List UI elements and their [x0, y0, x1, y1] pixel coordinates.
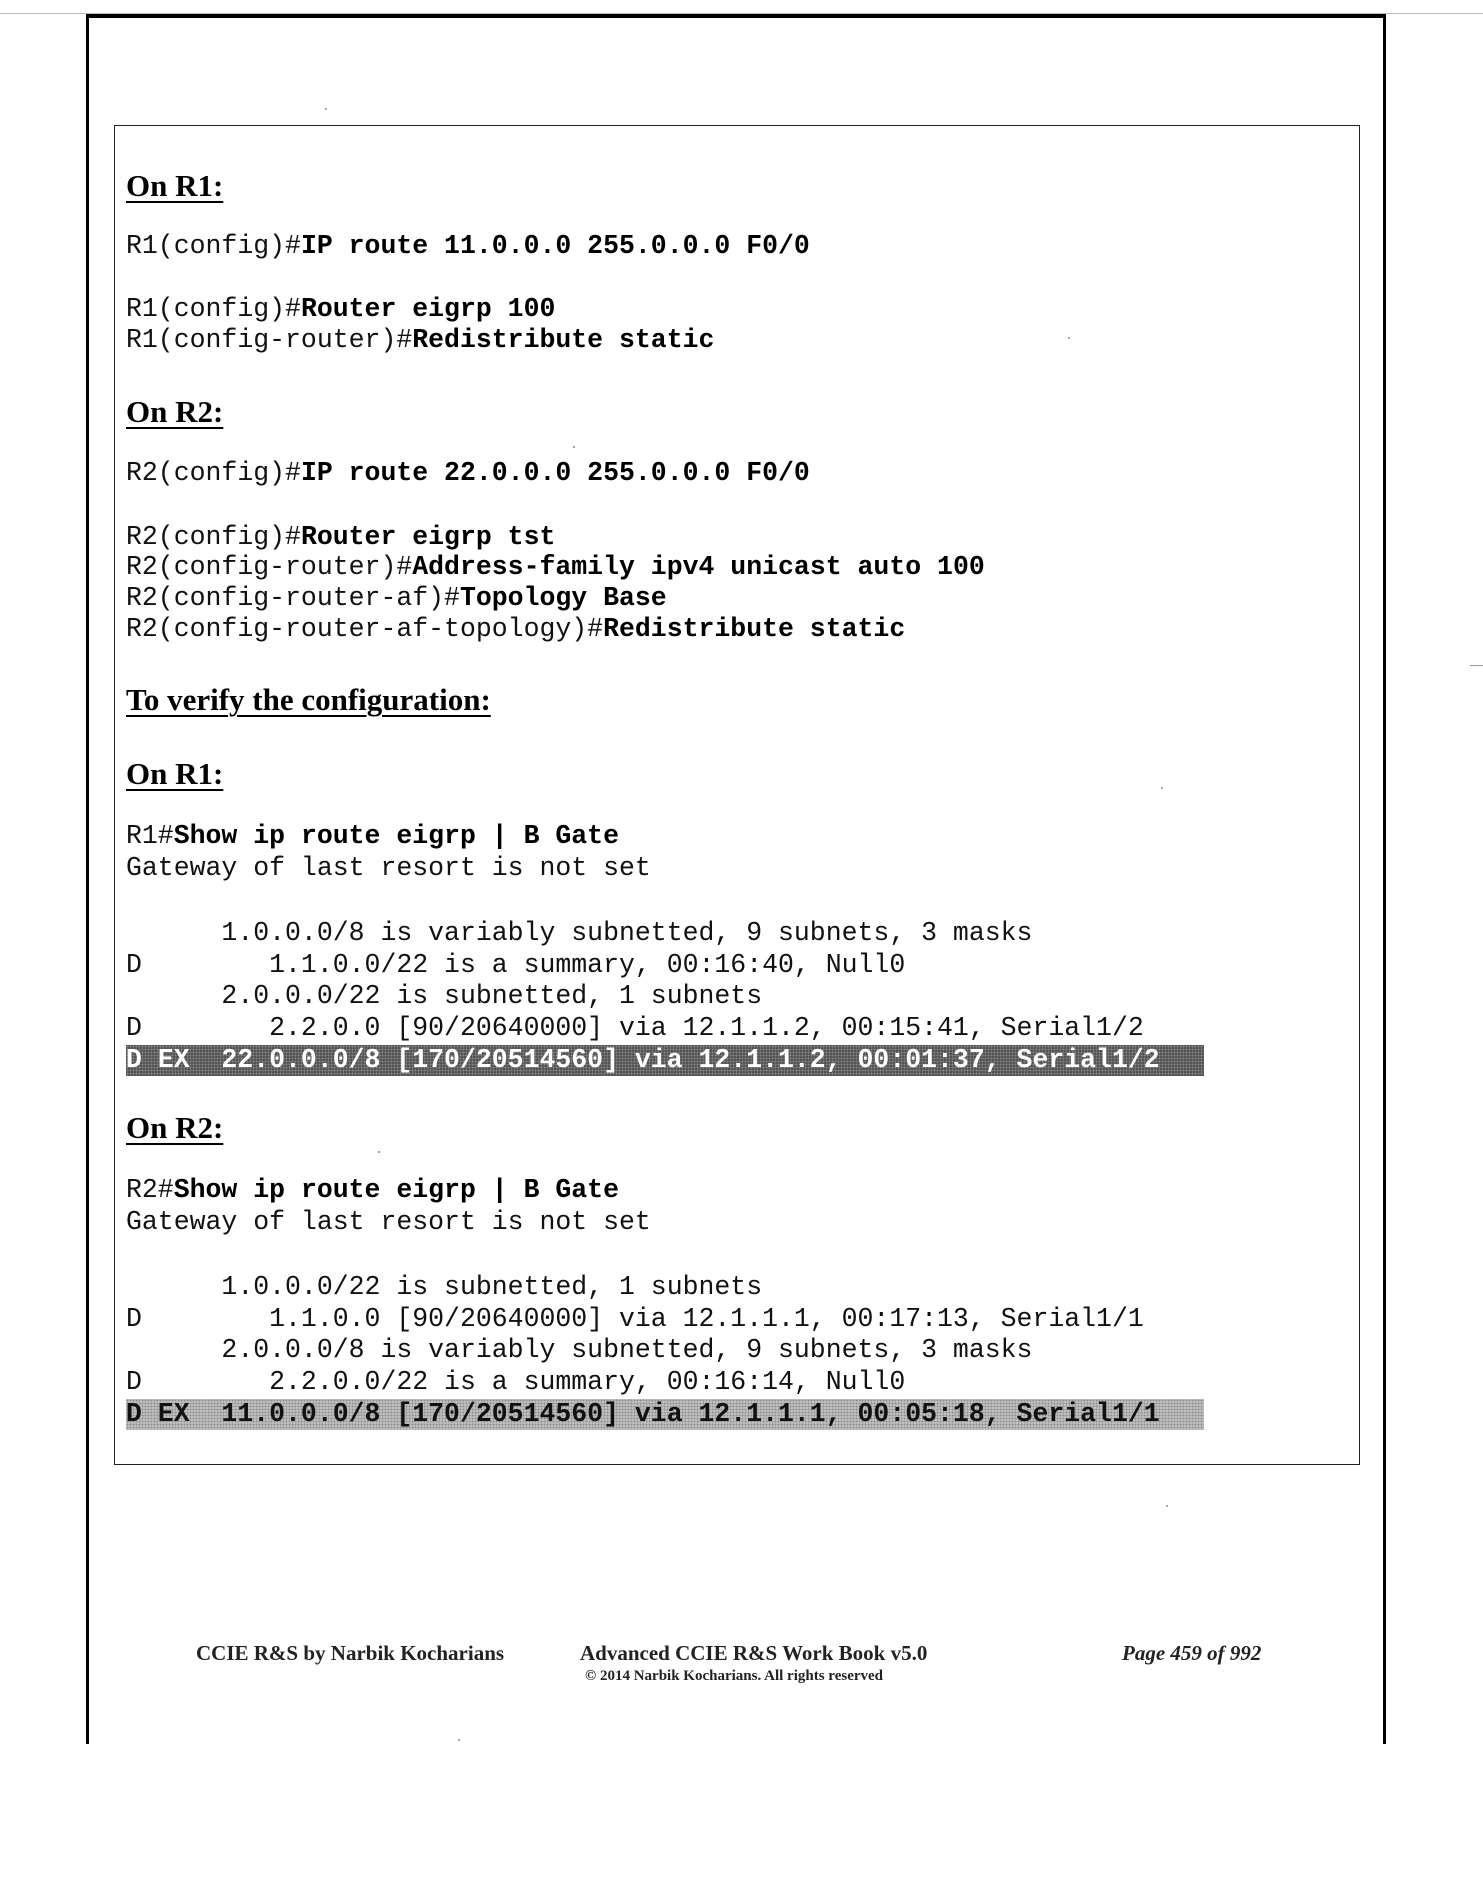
- code-line: R2(config-router-af-topology)#Redistribute static: [126, 614, 906, 644]
- scan-speck: [1161, 787, 1163, 789]
- footer-title: Advanced CCIE R&S Work Book v5.0: [580, 1641, 928, 1665]
- route-line: D 2.2.0.0 [90/20640000] via 12.1.1.2, 00:15:41, Serial1/2: [126, 1013, 1144, 1043]
- code-line: R2(config)#IP route 22.0.0.0 255.0.0.0 F0/0: [126, 458, 810, 488]
- section-heading-r2-verify: On R2:: [126, 1110, 224, 1145]
- code-line: R1#Show ip route eigrp | B Gate: [126, 821, 619, 851]
- code-line: R2#Show ip route eigrp | B Gate: [126, 1175, 619, 1205]
- route-line: 2.0.0.0/22 is subnetted, 1 subnets: [126, 981, 763, 1011]
- route-line: 2.0.0.0/8 is variably subnetted, 9 subnets, 3 masks: [126, 1335, 1033, 1365]
- footer-author: CCIE R&S by Narbik Kocharians: [196, 1641, 505, 1665]
- code-line: R2(config-router-af)#Topology Base: [126, 583, 667, 613]
- route-line: D 1.1.0.0 [90/20640000] via 12.1.1.1, 00:17:13, Serial1/1: [126, 1304, 1144, 1334]
- code-line: Gateway of last resort is not set: [126, 853, 651, 883]
- footer-copyright: © 2014 Narbik Kocharians. All rights reserved: [585, 1668, 884, 1684]
- scan-speck: [573, 446, 575, 448]
- route-line: D 2.2.0.0/22 is a summary, 00:16:14, Null0: [126, 1367, 906, 1397]
- code-line: R1(config)#IP route 11.0.0.0 255.0.0.0 F0/0: [126, 231, 810, 261]
- code-line: R2(config-router)#Address-family ipv4 unicast auto 100: [126, 552, 985, 582]
- route-line: 1.0.0.0/22 is subnetted, 1 subnets: [126, 1272, 763, 1302]
- scan-speck: [458, 1739, 460, 1741]
- scan-speck: [325, 108, 327, 110]
- scan-mark: [1470, 665, 1483, 666]
- scan-speck: [1068, 337, 1070, 339]
- code-line: R1(config)#Router eigrp 100: [126, 294, 556, 324]
- route-line: D 1.1.0.0/22 is a summary, 00:16:40, Null0: [126, 950, 906, 980]
- section-heading-r1: On R1:: [126, 168, 224, 203]
- code-line: R1(config-router)#Redistribute static: [126, 325, 715, 355]
- highlighted-route-line: D EX 11.0.0.0/8 [170/20514560] via 12.1.1.1, 00:05:18, Serial1/1: [126, 1399, 1204, 1430]
- code-line: R2(config)#Router eigrp tst: [126, 522, 556, 552]
- verify-heading: To verify the configuration:: [126, 682, 491, 717]
- scan-speck: [378, 1151, 380, 1153]
- section-heading-r2: On R2:: [126, 394, 224, 429]
- route-line: 1.0.0.0/8 is variably subnetted, 9 subnets, 3 masks: [126, 918, 1033, 948]
- scan-speck: [1166, 1505, 1168, 1507]
- highlighted-route-line: D EX 22.0.0.0/8 [170/20514560] via 12.1.1.2, 00:01:37, Serial1/2: [126, 1045, 1204, 1076]
- section-heading-r1-verify: On R1:: [126, 756, 224, 791]
- footer-page-number: Page 459 of 992: [1122, 1641, 1262, 1665]
- code-line: Gateway of last resort is not set: [126, 1207, 651, 1237]
